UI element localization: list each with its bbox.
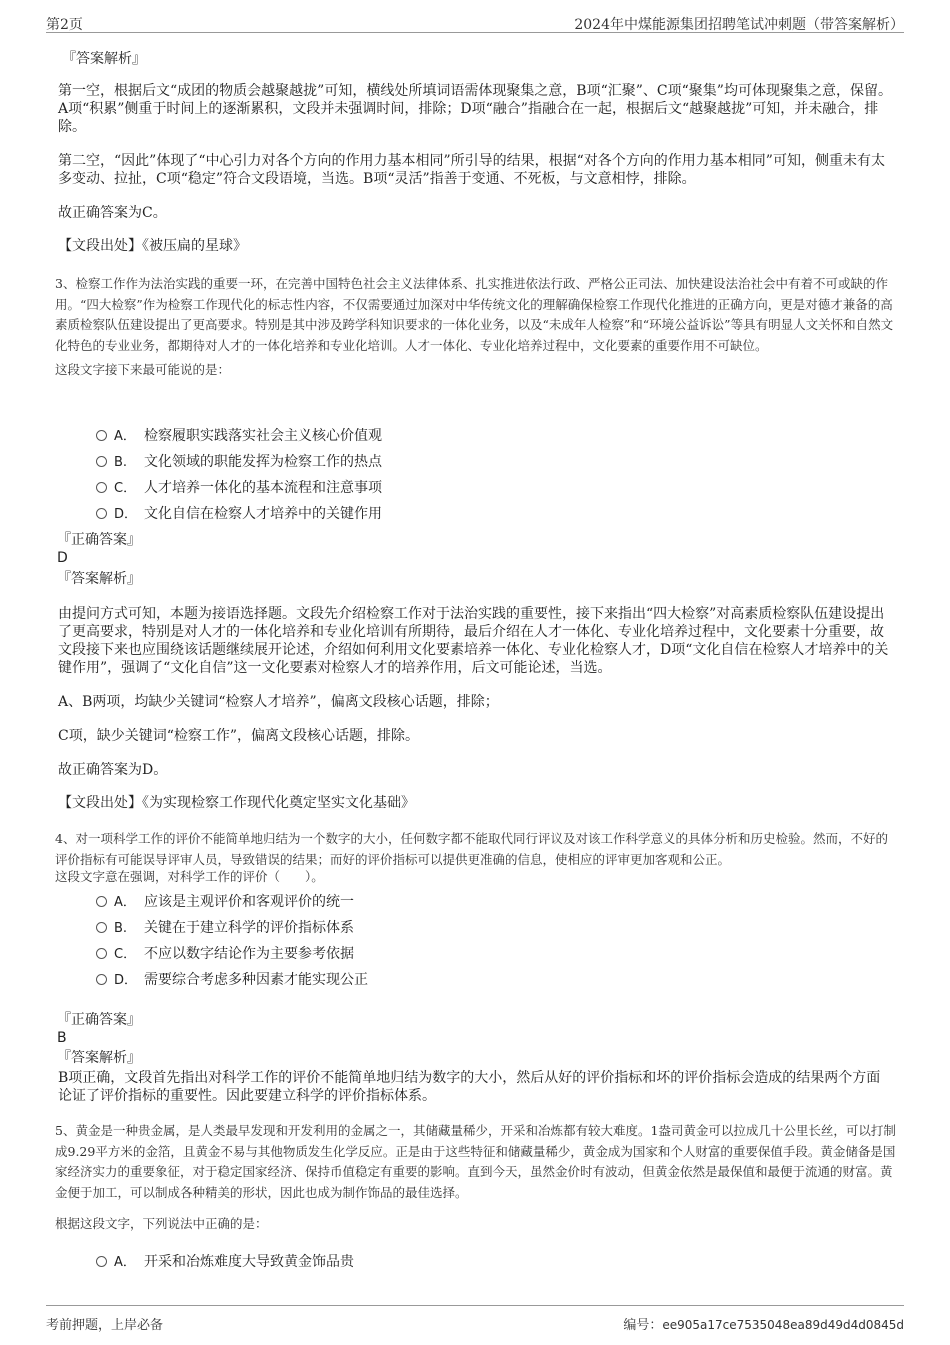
q5-option-a[interactable]: A． 开采和冶炼难度大导致黄金饰品贵 bbox=[96, 1251, 354, 1271]
code-value: ee905a17ce7535048ea89d49d4d0845d bbox=[662, 1318, 904, 1332]
q2-analysis-para1: 第一空，根据后文“成团的物质会越聚越拢”可知，横线处所填词语需体现聚集之意，B项“汇聚”、C项“聚集”均可体现聚集之意，保留。A项“积累”侧重于时间上的逐渐累积，文段并未强调时间，排除；D项“融合”指融合在一起，根据后文“越聚越拢”可知，并未融合，排除。 bbox=[58, 83, 892, 135]
q3-analysis-para1: 由提问方式可知，本题为接语选择题。文段先介绍检察工作对于法治实践的重要性，接下来指出“四大检察”对高素质检察队伍建设提出了更高要求，特别是对人才的一体化培养和专业化培训有所期待，最后介绍在人才一体化、专业化培养过程中，文化要素十分重要，故文段接下来也应围绕该话题继续展开论述，介绍如何利用文化要素培养一体化、专业化检察人才，D项“文化自信在检察人才培养中的关键作用”，强调了“文化自信”这一文化要素对检察人才的培养作用，后文可能论述，当选。 bbox=[58, 606, 889, 676]
q4-option-d[interactable]: D． 需要综合考虑多种因素才能实现公正 bbox=[96, 969, 368, 989]
q4-stem: 4、对一项科学工作的评价不能简单地归结为一个数字的大小，任何数字都不能取代同行评议及对该工作科学意义的具体分析和历史检验。然而，不好的评价指标有可能误导评审人员，导致错误的结果；而好的评价指标可以提供更准确的信息，使相应的评审更加客观和公正。 bbox=[55, 831, 888, 867]
q3-stem: 3、检察工作作为法治实践的重要一环，在完善中国特色社会主义法律体系、扎实推进依法行政、严格公正司法、加快建设法治社会中有着不可或缺的作用。“四大检察”作为检察工作现代化的标志性内容，不仅需要通过加深对中华传统文化的理解确保检察工作现代化推进的正确方向，更是对德才兼备的高素质检察队伍建设提出了更高要求。特别是其中涉及跨学科知识要求的一体化业务，以及“未成年人检察”和“环境公益诉讼”等具有明显人文关怀和自然文化特色的专业业务，都期待对人才的一体化培养和专业化培训。人才一体化、专业化培养过程中，文化要素的重要作用不可缺位。 bbox=[55, 276, 894, 353]
q3-conclusion: 故正确答案为D。 bbox=[58, 762, 168, 778]
radio-icon[interactable] bbox=[96, 482, 107, 493]
q3-option-a[interactable]: A． 检察履职实践落实社会主义核心价值观 bbox=[96, 425, 382, 445]
q4-analysis-tag: 『答案解析』 bbox=[57, 1050, 141, 1066]
radio-icon[interactable] bbox=[96, 508, 107, 519]
q3-analysis-para2: A、B两项，均缺少关键词“检察人才培养”，偏离文段核心话题，排除； bbox=[58, 694, 499, 710]
radio-icon[interactable] bbox=[96, 948, 107, 959]
radio-icon[interactable] bbox=[96, 430, 107, 441]
q2-conclusion: 故正确答案为C。 bbox=[58, 205, 167, 221]
document-code bbox=[623, 1314, 904, 1333]
radio-icon[interactable] bbox=[96, 974, 107, 985]
page-footer bbox=[46, 1305, 904, 1334]
q3-option-c[interactable]: C． 人才培养一体化的基本流程和注意事项 bbox=[96, 477, 382, 497]
q3-option-b[interactable]: B. 文化领域的职能发挥为检察工作的热点 bbox=[96, 451, 382, 471]
q4-analysis-para1: B项正确，文段首先指出对科学工作的评价不能简单地归结为数字的大小，然后从好的评价指标和坏的评价指标会造成的结果两个方面论证了评价指标的重要性。因此要建立科学的评价指标体系。 bbox=[58, 1070, 881, 1104]
q3-analysis-para3: C项，缺少关键词“检察工作”，偏离文段核心话题，排除。 bbox=[58, 728, 420, 744]
q3-question: 这段文字接下来最可能说的是： bbox=[55, 362, 231, 377]
q4-answer: B bbox=[57, 1030, 67, 1046]
radio-icon[interactable] bbox=[96, 1256, 107, 1267]
page-header bbox=[46, 10, 904, 33]
document-title: 2024年中煤能源集团招聘笔试冲刺题（带答案解析） bbox=[574, 17, 904, 33]
q5-question: 根据这段文字，下列说法中正确的是： bbox=[55, 1216, 268, 1231]
q2-analysis-para2: 第二空，“因此”体现了“中心引力对各个方向的作用力基本相同”所引导的结果，根据“对各个方向的作用力基本相同”可知，侧重未有太多变动、拉扯，C项“稳定”符合文段语境，当选。B项“灵活”指善于变通、不死板，与文意相悖，排除。 bbox=[58, 153, 885, 187]
footer-slogan: 考前押题，上岸必备 bbox=[46, 1318, 164, 1333]
radio-icon[interactable] bbox=[96, 896, 107, 907]
q3-source: 【文段出处】《为实现检察工作现代化奠定坚实文化基础》 bbox=[58, 795, 415, 811]
q2-source: 【文段出处】《被压扁的星球》 bbox=[58, 238, 247, 254]
q3-option-d[interactable]: D． 文化自信在检察人才培养中的关键作用 bbox=[96, 503, 382, 523]
q4-question: 这段文字意在强调，对科学工作的评价（ ）。 bbox=[55, 869, 324, 884]
q3-answer: D bbox=[57, 550, 68, 566]
q4-option-c[interactable]: C． 不应以数字结论作为主要参考依据 bbox=[96, 943, 354, 963]
q3-analysis-tag: 『答案解析』 bbox=[57, 571, 141, 587]
q4-option-b[interactable]: B. 关键在于建立科学的评价指标体系 bbox=[96, 917, 354, 937]
q4-correct-tag: 『正确答案』 bbox=[57, 1012, 141, 1028]
code-label: 编号： bbox=[623, 1318, 663, 1333]
radio-icon[interactable] bbox=[96, 922, 107, 933]
q5-stem: 5、黄金是一种贵金属，是人类最早发现和开发利用的金属之一，其储藏量稀少，开采和冶炼都有较大难度。1盎司黄金可以拉成几十公里长丝，可以打制成9.29平方米的金箔，且黄金不易与其他物质发生化学反应。正是由于这些特征和储藏量稀少，黄金成为国家和个人财富的重要保值手段。黄金储备是国家经济实力的重要象征，对于稳定国家经济、保持币值稳定有重要的影响。直到今天，虽然金价时有波动，但黄金依然是最保值和最便于流通的财富。黄金便于加工，可以制成各种精美的形状，因此也成为制作饰品的最佳选择。 bbox=[55, 1123, 896, 1200]
q2-analysis-tag: 『答案解析』 bbox=[62, 51, 146, 67]
page-number: 第2页 bbox=[46, 17, 83, 33]
q4-option-a[interactable]: A． 应该是主观评价和客观评价的统一 bbox=[96, 891, 354, 911]
radio-icon[interactable] bbox=[96, 456, 107, 467]
q3-correct-tag: 『正确答案』 bbox=[57, 532, 141, 548]
